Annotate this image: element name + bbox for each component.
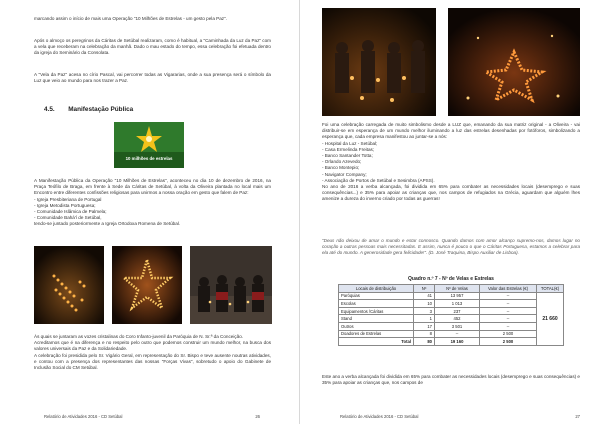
right-para-intro: Foi uma celebração carregada de muito simbolismo desde a LUZ que, emanando da sua matriz original - a Oliveira - vai distribuir-se em esperança de um mundo melhor iluminando a luz das estrelas desenhadas por fotóforos, simbolizando a esperança que, cada empresa manifestou ao juntar-se a nós: — [322, 122, 580, 140]
section-title: Manifestação Pública — [68, 106, 134, 113]
manifest-intro: A Manifestação Pública da Operação "10 Milhões de Estrelas", aconteceu no dia 10 de dezembro de 2016, na Praça Teófilo de Braga, em frente à Sede da Cáritas de Setúbal, à volta da Oliveira plantada no local mais um Encontro entre diferentes confissões religiosas para unirmos a nossa oração em gesto que falem de Paz: — [34, 178, 271, 196]
cell-valor: 2 500 — [480, 330, 537, 338]
cell-velas: -- — [435, 330, 480, 338]
logo-text: 10 milhões de estrelas — [125, 156, 173, 161]
cell-n: 17 — [414, 322, 435, 330]
table-row — [339, 330, 564, 338]
company-item-6: - Navigator Company; — [322, 171, 367, 177]
company-item-1: - Hospital da Luz - Setúbal; — [322, 140, 378, 146]
header-numero: Nº — [414, 285, 435, 293]
table-row — [339, 315, 564, 323]
procession-image — [322, 8, 436, 116]
manifest-item-3: - Comunidade Islâmica de Palmela; — [34, 209, 107, 215]
cell-velas: 452 — [435, 315, 480, 323]
candles-night-image — [34, 246, 104, 324]
bottom-line-3: A celebração foi presidida pelo Sr. Vigário Geral, em representação do Sr. Bispo e teve ausente noutras atividades, e contou com a presença dos representantes das nossas "Forças Vivas", sobretudo o apoio do Gabinete de Inclusão Social do CM Setúbal. — [34, 352, 271, 371]
bishop-quote — [322, 238, 580, 257]
right-footer — [340, 414, 580, 419]
right-footer-text: Relatório de Atividades 2016 - CD Setúbal — [340, 414, 419, 419]
cell-local: Outros — [339, 322, 414, 330]
left-page-number: 26 — [255, 414, 260, 419]
manifest-item-5: tendo-se juntado posteriormente a Igreja Ortodoxa Romena de Setúbal. — [34, 221, 181, 227]
table-header-row — [339, 285, 564, 293]
header-locais: Locais de distribuição — [339, 285, 414, 293]
table-row — [339, 322, 564, 330]
cell-n: 10 — [414, 300, 435, 308]
cell-n: 8 — [414, 330, 435, 338]
bishop-quote-text: "Deus não deixou de amar o mundo e estar connosco. Quando damos com amor alcanço supremo-nos, damos lugar no coração a outras pessoas mais necessitadas. E assim, nunca é pouco o que o Cáritas Portuguesa, estamos a celebrar para ela até do mundo. A generosidade gera felicidade!". (D. José Traquina, Bispo Auxiliar de Lisboa). — [322, 238, 580, 256]
table-row — [339, 307, 564, 315]
company-item-5: - Banco Montepio; — [322, 165, 360, 171]
section-heading — [44, 106, 133, 113]
manifest-item-4: - Comunidade Bahá'í de Setúbal, — [34, 215, 102, 221]
stars-logo-icon — [114, 122, 184, 168]
left-footer-text: Relatório de Atividades 2016 - CD Setúbal — [44, 414, 123, 419]
bottom-line-2: Acreditamos que é na diferença e no respeito pelo outro que podemos construir um mundo melhor, na busca dos valores universais da Paz e da Solidariedade. — [34, 340, 271, 352]
manifest-paragraph — [34, 178, 271, 228]
total-n: 80 — [414, 338, 435, 346]
cell-valor: -- — [480, 300, 537, 308]
cell-n: 1 — [414, 315, 435, 323]
intro-paragraph-3 — [34, 72, 271, 84]
company-item-7: - Associação de Portos de Setúbal e Sesimbra (APSS). — [322, 177, 435, 183]
table-caption: Quadro n.º 7 - Nº de Velas e Estrelas — [408, 276, 494, 282]
stars-logo-image — [114, 122, 184, 168]
cell-velas: 3 501 — [435, 322, 480, 330]
cell-velas: 237 — [435, 307, 480, 315]
crowd-photo — [190, 246, 272, 324]
intro-paragraph-1 — [34, 16, 271, 22]
star-candles-image — [448, 8, 580, 116]
total-label: Total — [339, 338, 414, 346]
right-page — [300, 0, 600, 424]
total-velas: 19 160 — [435, 338, 480, 346]
header-total: TOTAL(€) — [537, 285, 564, 293]
header-valor: Valor das Estrelas (€) — [480, 285, 537, 293]
right-page-number: 27 — [575, 414, 580, 419]
star-candles-photo — [448, 8, 580, 116]
cell-velas: 13 957 — [435, 292, 480, 300]
cell-local: Equipamentos /Cáritas — [339, 307, 414, 315]
cell-valor: -- — [480, 292, 537, 300]
section-number: 4.5. — [44, 106, 55, 113]
table-total-row — [339, 338, 564, 346]
company-item-3: - Banco Santander Totta; — [322, 153, 373, 159]
cell-local: Stand — [339, 315, 414, 323]
crowd-image — [190, 246, 272, 324]
cell-valor: -- — [480, 315, 537, 323]
grand-total-cell: 21 660 — [537, 292, 564, 345]
candles-photo-center — [112, 246, 182, 324]
closing-text: Este ano a verba alcançada foi dividida em 65% para combater as necessidades locais (desemprego e suas consequências) e 35% para apoiar as crianças que, nos campos de — [322, 374, 580, 386]
company-item-4: - Orlando Azevedo; — [322, 159, 362, 165]
intro-paragraph-2 — [34, 38, 271, 57]
intro-line-3: A "Vela da Paz" acesa no círio Pascal, vai percorrer todas as Vigararias, onde a sua presença será o símbolo da Luz que veio ao mundo para nos trazer a Paz. — [34, 72, 271, 84]
company-item-2: - Casa Ermelinda Freitas; — [322, 146, 375, 152]
bottom-line-1: Às quais se juntaram as vozes cristalinas do Coro Infanto-juvenil da Paróquia de N. Sr.ª da Conceição. — [34, 334, 244, 339]
header-velas: Nº de Velas — [435, 285, 480, 293]
cell-valor: -- — [480, 322, 537, 330]
right-paragraph — [322, 122, 580, 203]
candle-star-image — [112, 246, 182, 324]
cell-local: Paróquias — [339, 292, 414, 300]
table-row — [339, 292, 564, 300]
candles-table — [338, 284, 564, 346]
closing-paragraph — [322, 374, 580, 386]
manifest-item-1: - Igreja Presbiteriana de Portugal — [34, 196, 102, 202]
bottom-paragraph — [34, 334, 271, 371]
cell-n: 3 — [414, 307, 435, 315]
cell-local: Escolas — [339, 300, 414, 308]
cell-n: 41 — [414, 292, 435, 300]
left-footer — [44, 414, 260, 419]
cell-valor: -- — [480, 307, 537, 315]
cell-velas: 1 013 — [435, 300, 480, 308]
table-row — [339, 300, 564, 308]
right-para-closing: No ano de 2016 a verba alcançada, foi dividida em 65% para combater as necessidades locais (desemprego e suas consequências...) e 35% para apoiar as crianças que, nos campos de refugiados na Grécia, aguardam que alguém lhes amenize a dureza do inverno criado por todas as guerras! — [322, 184, 580, 202]
manifest-item-2: - Igreja Metodista Portuguesa; — [34, 202, 96, 208]
total-valor: 2 500 — [480, 338, 537, 346]
cell-local: Doadores de Estrelas — [339, 330, 414, 338]
intro-line-2: Após o almoço os peregrinos da Cáritas de Setúbal realizaram, como é habitual, a "Caminhada da Luz da Paz" com a vela que receberam na celebração da manhã. Dado o mau estado do tempo, essa celebração foi efetuada dentro da igreja do Seminário da Consolata. — [34, 38, 271, 56]
candles-photo-left — [34, 246, 104, 324]
intro-line-1: marcando assim o início de mais uma Operação "10 Milhões de Estrelas - um gesto pela Paz". — [34, 16, 227, 21]
procession-photo — [322, 8, 436, 116]
